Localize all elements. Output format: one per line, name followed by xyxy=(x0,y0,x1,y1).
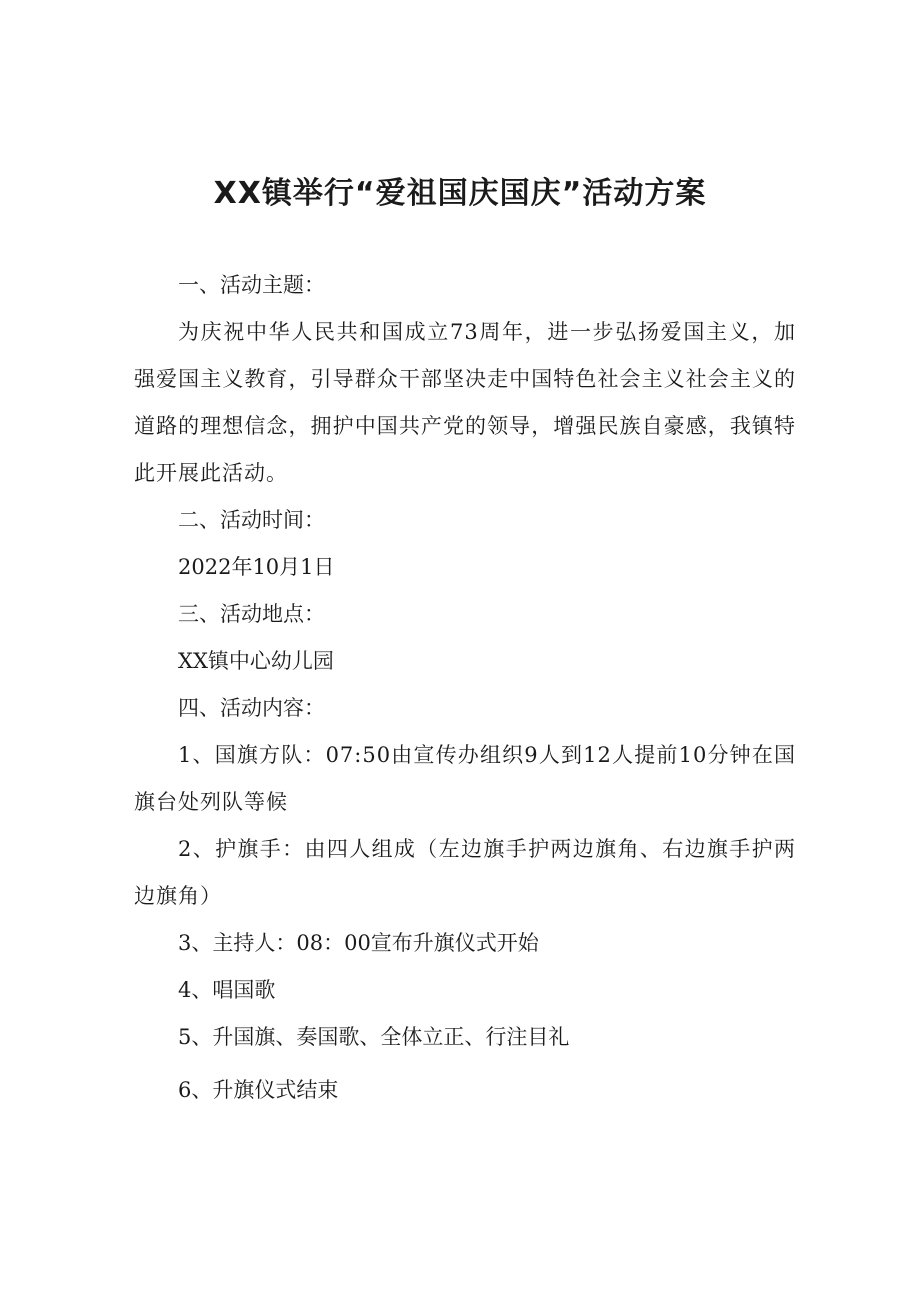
activity-location: XX镇中心幼儿园 xyxy=(178,649,334,673)
section-heading-location: 三、活动地点： xyxy=(178,602,325,626)
document-title: XX镇举行“爱祖国庆国庆”活动方案 xyxy=(213,176,707,211)
activity-date: 2022年10月1日 xyxy=(178,555,335,579)
document-body xyxy=(134,262,796,1114)
content-item-2: 2、护旗手：由四人组成（左边旗手护两边旗角、右边旗手护两边旗角） xyxy=(134,837,796,908)
content-item-4: 4、唱国歌 xyxy=(178,978,276,1002)
content-item-5: 5、升国旗、奏国歌、全体立正、行注目礼 xyxy=(178,1025,570,1049)
paragraph-theme-description: 为庆祝中华人民共和国成立73周年，进一步弘扬爱国主义，加强爱国主义教育，引导群众干部坚决走中国特色社会主义社会主义的道路的理想信念，拥护中国共产党的领导，增强民族自豪感，我镇特此开展此活动。 xyxy=(134,320,796,485)
content-item-6: 6、升旗仪式结束 xyxy=(178,1078,339,1102)
section-heading-content: 四、活动内容： xyxy=(178,696,325,720)
section-heading-theme: 一、活动主题： xyxy=(178,273,325,297)
content-item-1: 1、国旗方队：07:50由宣传办组织9人到12人提前10分钟在国旗台处列队等候 xyxy=(134,743,796,814)
content-item-3: 3、主持人：08：00宣布升旗仪式开始 xyxy=(178,931,539,955)
section-heading-time: 二、活动时间： xyxy=(178,508,325,532)
